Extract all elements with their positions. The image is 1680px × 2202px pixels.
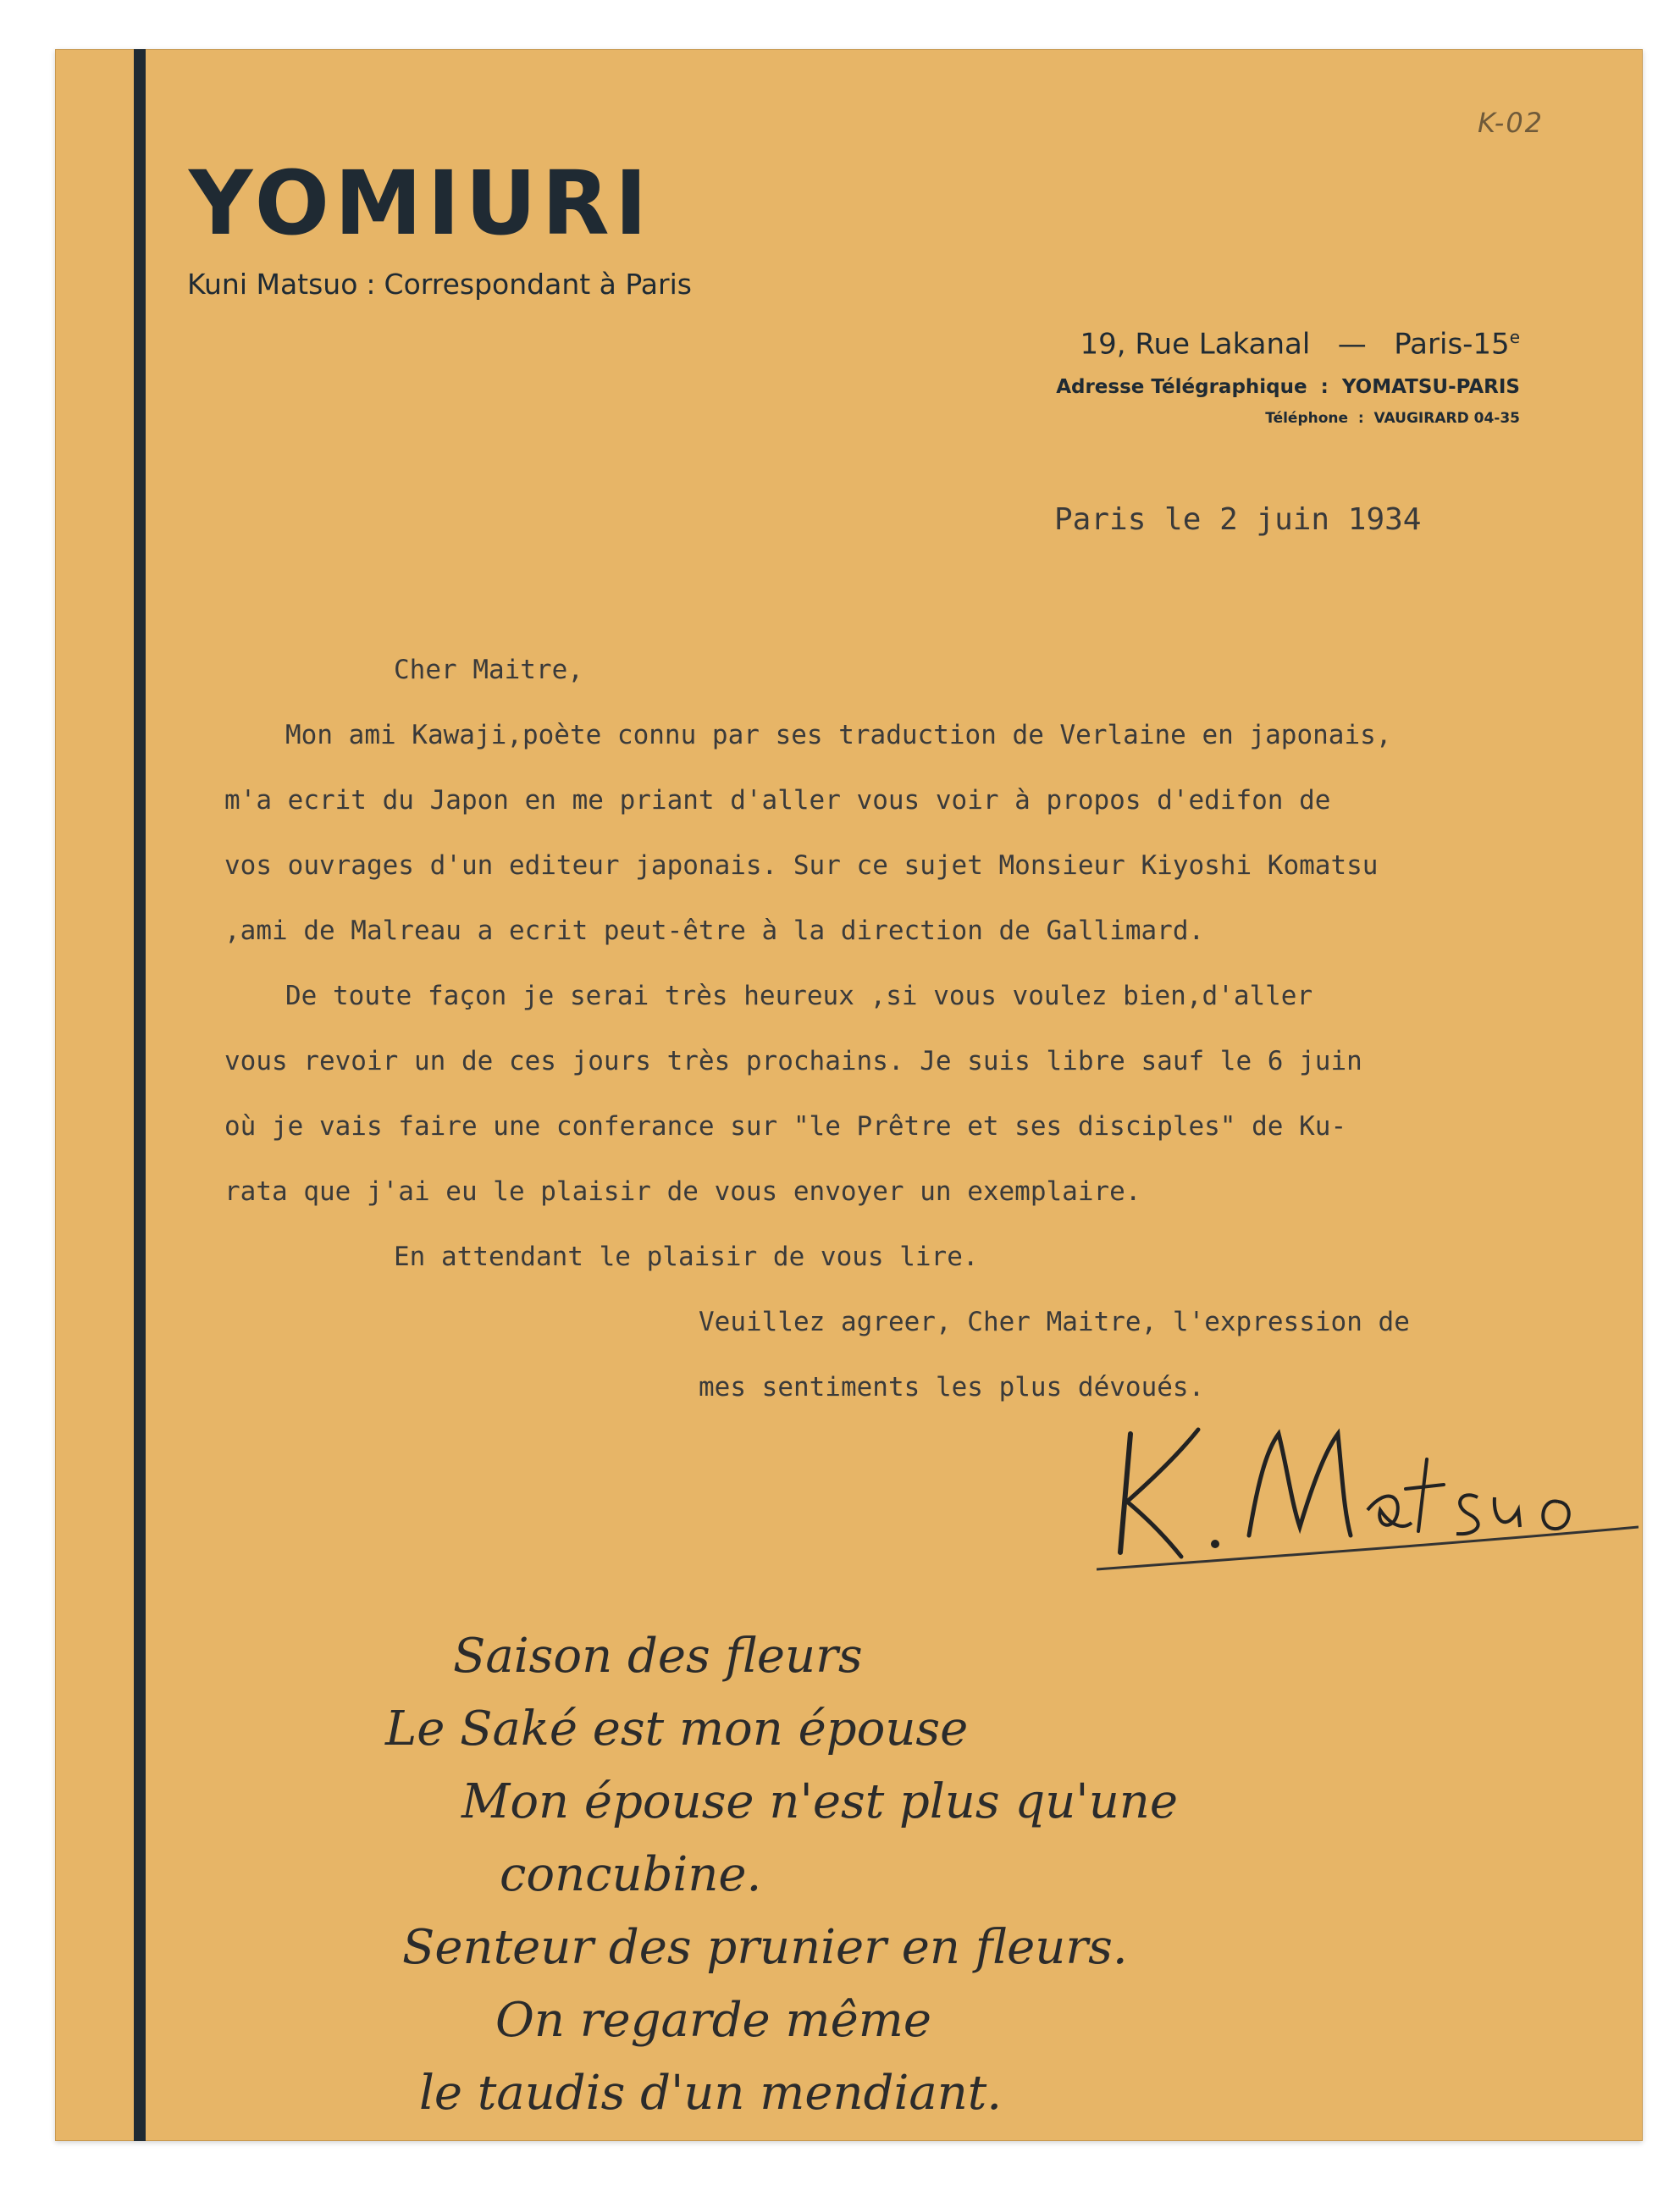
letterhead-vertical-rule (134, 49, 146, 2141)
poem-line: Mon épouse n'est plus qu'une (461, 1774, 1178, 1829)
telegraph-line: Adresse Télégraphique : YOMATSU-PARIS (1056, 376, 1520, 399)
address-city-suffix: e (1509, 327, 1520, 347)
phone-label: Téléphone (1265, 410, 1349, 428)
correspondent-role: Correspondant à Paris (384, 268, 692, 301)
letter-line: De toute façon je serai très heureux ,si vous voulez bien,d'aller (285, 981, 1313, 1011)
letter-salutation: Cher Maitre, (394, 655, 583, 685)
letter-line: ,ami de Malreau a ecrit peut-être à la direction de Gallimard. (224, 916, 1205, 946)
poem-line: On regarde même (495, 1993, 931, 2048)
letter-line: En attendant le plaisir de vous lire. (394, 1242, 979, 1272)
letter-closing: Veuillez agreer, Cher Maitre, l'expression de (699, 1307, 1410, 1337)
letter-date: Paris le 2 juin 1934 (1054, 502, 1422, 537)
letter-line: où je vais faire une conferance sur "le Prêtre et ses disciples" de Ku- (224, 1111, 1347, 1142)
letter-line: vos ouvrages d'un editeur japonais. Sur ce sujet Monsieur Kiyoshi Komatsu (224, 850, 1379, 881)
telegraph-value: YOMATSU-PARIS (1341, 376, 1520, 399)
address-city: Paris-15 (1394, 327, 1510, 362)
poem-line: concubine. (500, 1847, 762, 1902)
address-street: 19, Rue Lakanal (1080, 327, 1311, 362)
letter-line: m'a ecrit du Japon en me priant d'aller vous voir à propos d'edifon de (224, 785, 1331, 816)
telegraph-label: Adresse Télégraphique (1056, 376, 1307, 399)
handwritten-poem (351, 1620, 1537, 2130)
letter-line: rata que j'ai eu le plaisir de vous envoyer un exemplaire. (224, 1176, 1141, 1207)
poem-line: le taudis d'un mendiant. (419, 2066, 1003, 2121)
phone-line: Téléphone : VAUGIRARD 04-35 (1265, 410, 1520, 428)
handwritten-signature (1097, 1408, 1639, 1578)
letter-line: vous revoir un de ces jours très prochains. Je suis libre sauf le 6 juin (224, 1046, 1362, 1076)
letter-closing: mes sentiments les plus dévoués. (699, 1372, 1205, 1403)
letterhead-brand: YOMIURI (189, 152, 653, 255)
poem-line: Senteur des prunier en fleurs. (402, 1920, 1128, 1975)
correspondent-name: Kuni Matsuo (187, 268, 358, 301)
letter-line: Mon ami Kawaji,poète connu par ses traduction de Verlaine en japonais, (285, 720, 1392, 750)
poem-line: Saison des fleurs (453, 1629, 863, 1684)
phone-value: VAUGIRARD 04-35 (1373, 410, 1520, 428)
letter-sheet (55, 49, 1643, 2141)
letterhead-address (1056, 327, 1520, 427)
poem-line: Le Saké est mon épouse (385, 1701, 969, 1757)
letter-body (224, 638, 1680, 1420)
archive-code: K-02 (1478, 107, 1545, 139)
letterhead-subhead: Kuni Matsuo : Correspondant à Paris (187, 268, 692, 301)
address-line: 19, Rue Lakanal — Paris-15e (1080, 327, 1520, 362)
